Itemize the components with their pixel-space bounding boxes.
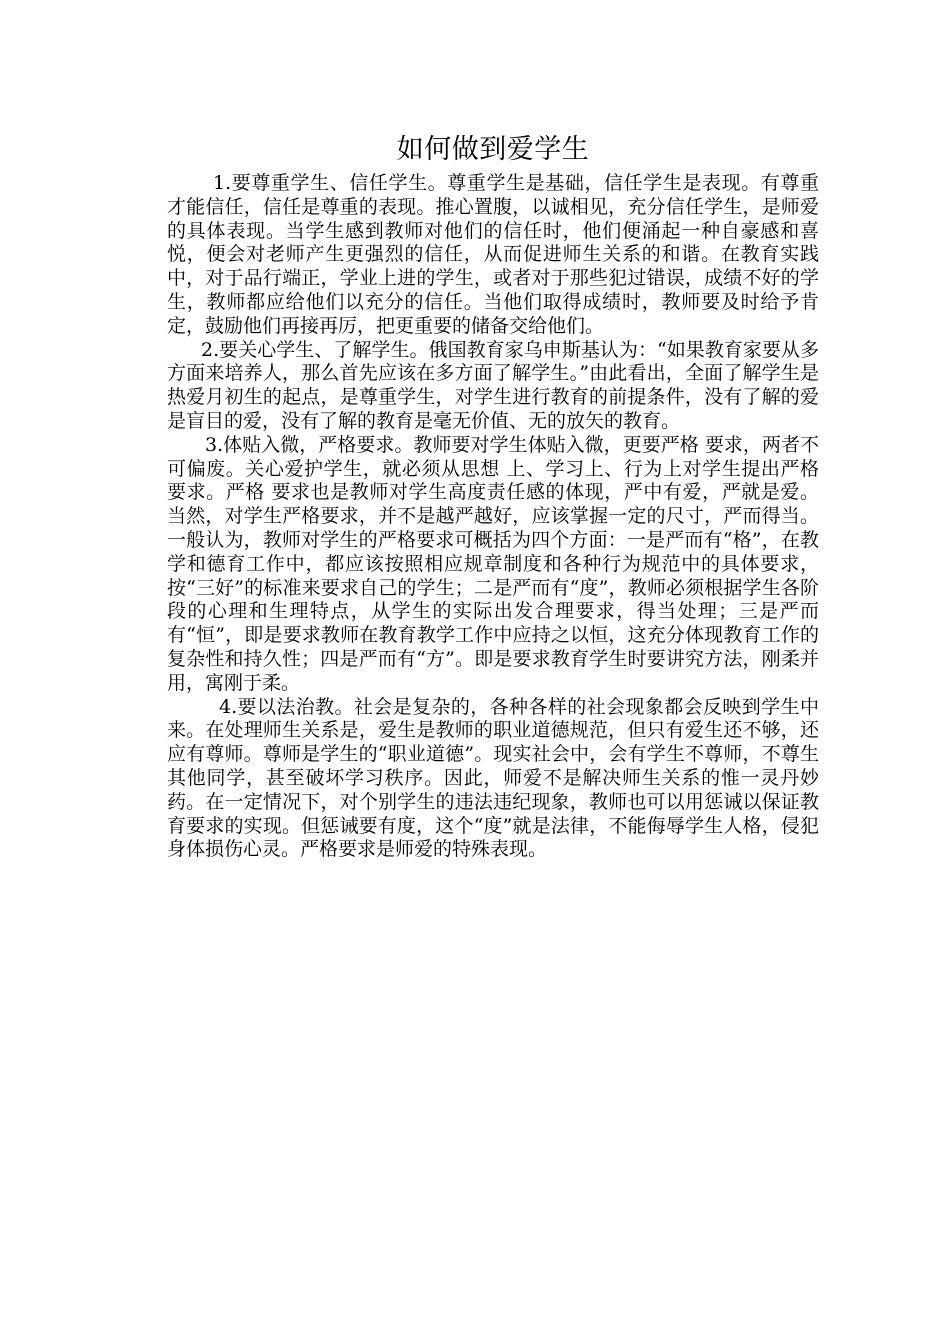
paragraph-rule-of-law: 4.要以法治教。社会是复杂的，各种各样的社会现象都会反映到学生中来。在处理师生关系是，爱生是教师的职业道德规范，但只有爱生还不够，还应有尊师。尊师是学生的“职业道德”。现实社会中，会有学生不尊师，不尊生其他同学，甚至破坏学习秩序。因此，师爱不是解决师生关系的惟一灵丹妙药。在一定情况下，对个别学生的违法违纪现象，教师也可以用惩诫以保证教育要求的实现。但惩诫要有度，这个“度”就是法律，不能侮辱学生人格，侵犯身体损伤心灵。严格要求是师爱的特殊表现。: [167, 695, 819, 861]
paragraph-respect-trust: 1.要尊重学生、信任学生。尊重学生是基础，信任学生是表现。有尊重才能信任，信任是尊重的表现。推心置腹，以诚相见，充分信任学生，是师爱的具体表现。当学生感到教师对他们的信任时，他们便涌起一种自豪感和喜悦，便会对老师产生更强烈的信任，从而促进师生关系的和谐。在教育实践中，对于品行端正，学业上进的学生，或者对于那些犯过错误，成绩不好的学生，教师都应给他们以充分的信任。当他们取得成绩时，教师要及时给予肯定，鼓励他们再接再厉，把更重要的储备交给他们。: [167, 172, 819, 337]
document-body: [167, 132, 819, 862]
paragraph-strict-requirements: 3.体贴入微，严格要求。教师要对学生体贴入微，更要严格 要求，两者不可偏废。关心爱护学生，就必须从思想 上、学习上、行为上对学生提出严格要求。严格 要求也是教师对学生高度责任感的体现，严中有爱，严就是爱。当然，对学生严格要求，并不是越严越好，应该掌握一定的尺寸，严而得当。一般认为，教师对学生的严格要求可概括为四个方面：一是严而有“格”，在教学和德育工作中，都应该按照相应规章制度和各种行为规范中的具体要求，按“三好”的标准来要求自己的学生；二是严而有“度”，教师必须根据学生各阶段的心理和生理特点，从学生的实际出发合理要求，得当处理；三是严而有“恒”，即是要求教师在教育教学工作中应持之以恒，这充分体现教育工作的复杂性和持久性；四是严而有“方”。即是要求教育学生时要讲究方法，刚柔并用，寓刚于柔。: [167, 433, 819, 694]
paragraph-care-understand: 2.要关心学生、了解学生。俄国教育家乌申斯基认为：“如果教育家要从多方面来培养人，那么首先应该在多方面了解学生。”由此看出，全面了解学生是热爱月初生的起点，是尊重学生，对学生进行教育的前提条件，没有了解的爱是盲目的爱，没有了解的教育是毫无价值、无的放矢的教育。: [167, 338, 819, 432]
document-title: 如何做到爱学生: [396, 134, 590, 165]
